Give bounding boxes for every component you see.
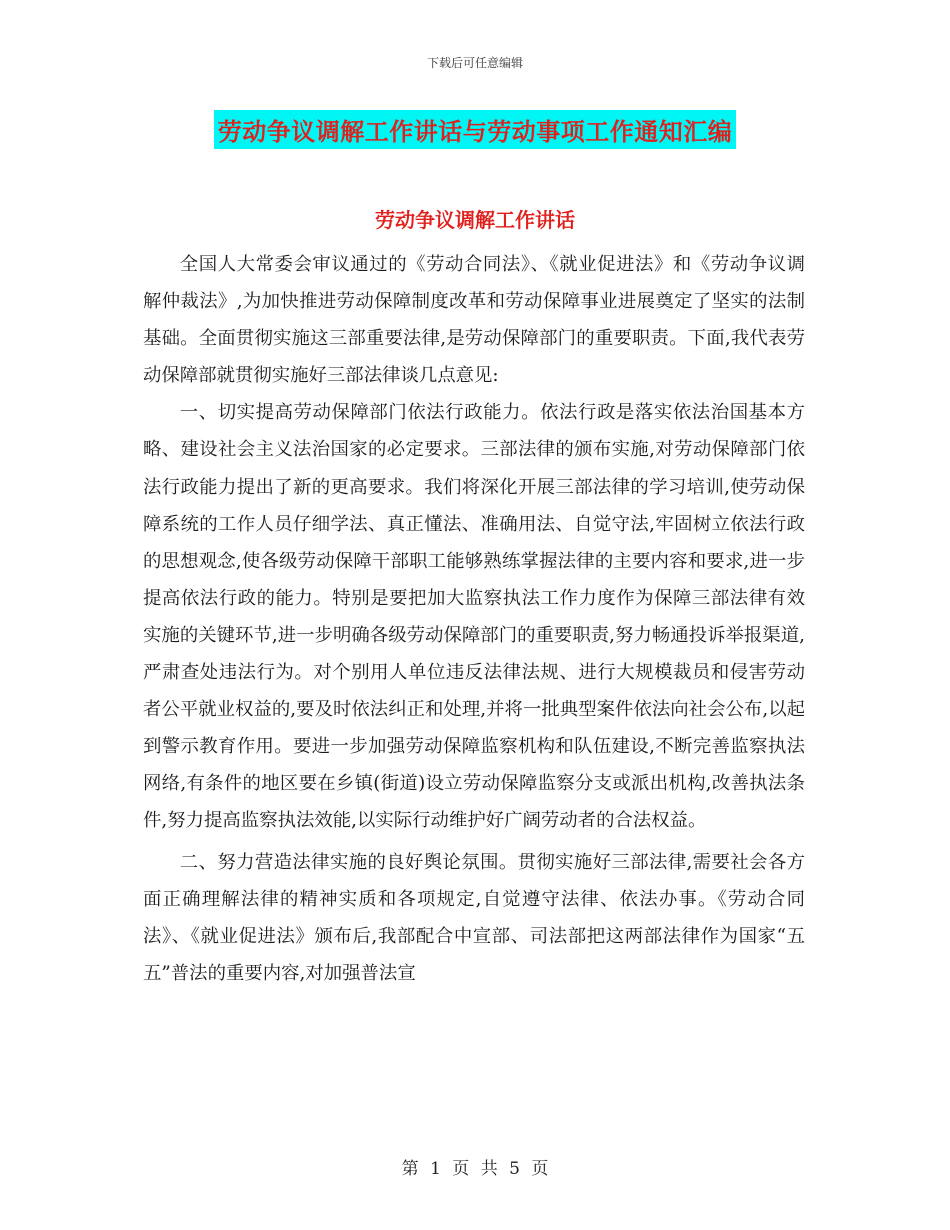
paragraph-intro: 全国人大常委会审议通过的《劳动合同法》、《就业促进法》和《劳动争议调解仲裁法》,为加快推进劳动保障制度改革和劳动保障事业进展奠定了坚实的法制基础。全面贯彻实施这三部重要法律,是劳动保障部门的重要职责。下面,我代表劳动保障部就贯彻实施好三部法律谈几点意见: bbox=[143, 254, 805, 387]
document-title: 劳动争议调解工作讲话与劳动事项工作通知汇编 bbox=[214, 110, 737, 149]
header-note: 下载后可任意编辑 bbox=[426, 56, 523, 70]
paragraph-point-two: 二、努力营造法律实施的良好舆论氛围。贯彻实施好三部法律,需要社会各方面正确理解法律的精神实质和各项规定,自觉遵守法律、依法办事。《劳动合同法》、《就业促进法》颁布后,我部配合中宣部、司法部把这两部法律作为国家“五五”普法的重要内容,对加强普法宣 bbox=[143, 851, 805, 984]
section-title: 劳动争议调解工作讲话 bbox=[375, 208, 575, 232]
document-title-wrapper bbox=[0, 110, 950, 149]
paragraph-point-one: 一、切实提高劳动保障部门依法行政能力。依法行政是落实依法治国基本方略、建设社会主义法治国家的必定要求。三部法律的颁布实施,对劳动保障部门依法行政能力提出了新的更高要求。我们将深化开展三部法律的学习培训,使劳动保障系统的工作人员仔细学法、真正懂法、准确用法、自觉守法,牢固树立依法行政的思想观念,使各级劳动保障干部职工能够熟练掌握法律的主要内容和要求,进一步提高依法行政的能力。特别是要把加大监察执法工作力度作为保障三部法律有效实施的关键环节,进一步明确各级劳动保障部门的重要职责,努力畅通投诉举报渠道,严肃查处违法行为。对个别用人单位违反法律法规、进行大规模裁员和侵害劳动者公平就业权益的,要及时依法纠正和处理,并将一批典型案件依法向社会公布,以起到警示教育作用。要进一步加强劳动保障监察机构和队伍建设,不断完善监察执法网络,有条件的地区要在乡镇(街道)设立劳动保障监察分支或派出机构,改善执法条件,努力提高监察执法效能,以实际行动维护好广阔劳动者的合法权益。 bbox=[143, 402, 805, 832]
document-body bbox=[143, 246, 805, 992]
page-footer: 第 1 页 共 5 页 bbox=[401, 1159, 549, 1179]
